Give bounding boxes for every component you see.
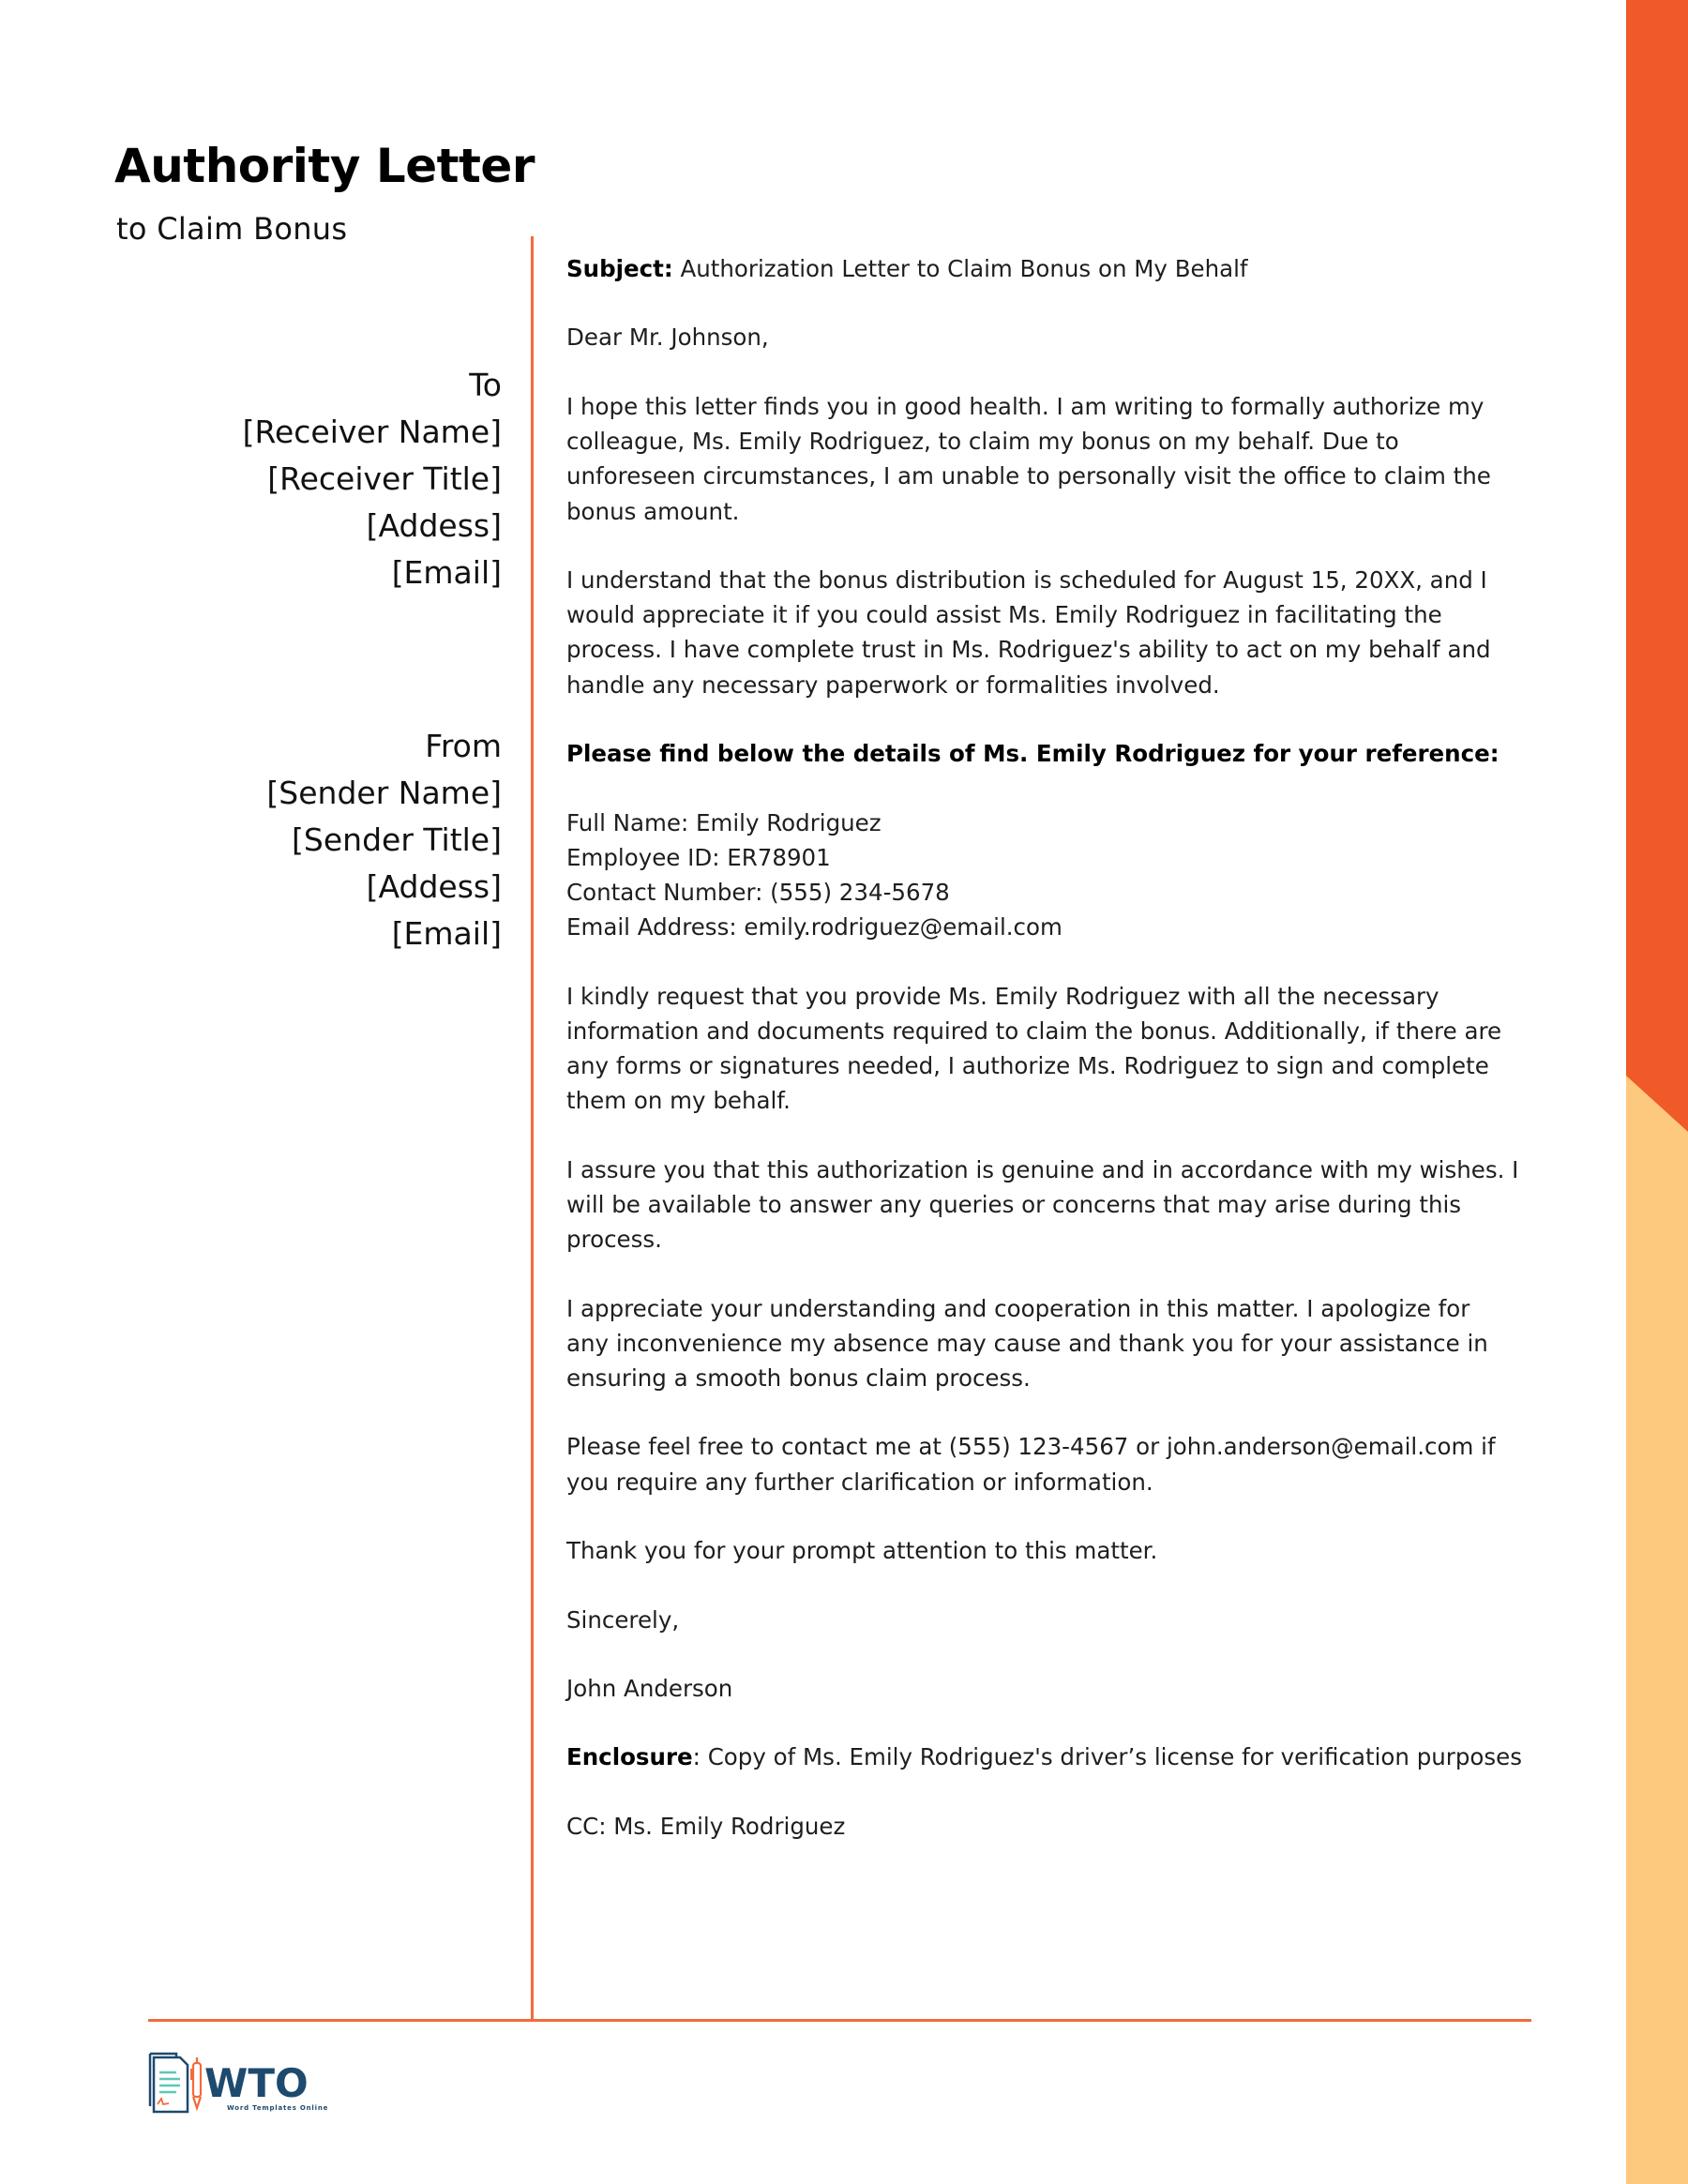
sender-email: [Email] [391, 915, 502, 952]
wto-logo [148, 2050, 336, 2119]
paragraph-line: any forms or signatures needed, I authorize Ms. Rodriguez to sign and complete [566, 1051, 1489, 1079]
paragraph-line: ensuring a smooth bonus claim process. [566, 1363, 1031, 1392]
subject-text: Authorization Letter to Claim Bonus on My Behalf [672, 255, 1248, 282]
paragraph-line: any inconvenience my absence may cause and thank you for your assistance in [566, 1329, 1488, 1357]
sender-title: [Sender Title] [292, 821, 502, 858]
paragraph-line: bonus amount. [566, 497, 740, 525]
paragraph-line: I understand that the bonus distribution is scheduled for August 15, 20XX, and I [566, 566, 1487, 595]
paragraph-line: I assure you that this authorization is genuine and in accordance with my wishes. I [566, 1155, 1519, 1183]
paragraph-schedule [566, 563, 1570, 702]
paragraph-line: colleague, Ms. Emily Rodriguez, to claim my bonus on my behalf. Due to [566, 428, 1399, 456]
paragraph-intro [566, 389, 1570, 529]
logo-tagline: Word Templates Online [227, 2104, 329, 2112]
logo-wordmark: WTO [204, 2060, 309, 2106]
salutation: Dear Mr. Johnson, [566, 324, 769, 352]
details-list [566, 806, 1570, 945]
subject-line [566, 251, 1570, 286]
letter-body [566, 251, 1570, 1844]
detail-contact-number: Contact Number: (555) 234-5678 [566, 878, 950, 906]
subject-label: Subject: [566, 255, 673, 282]
document-subtitle: to Claim Bonus [116, 211, 348, 247]
sender-block [266, 723, 502, 957]
recipient-label: To [469, 367, 502, 403]
paragraph-appreciation [566, 1291, 1570, 1396]
paragraph-assurance [566, 1152, 1570, 1258]
paragraph-line: would appreciate it if you could assist Ms. Emily Rodriguez in facilitating the [566, 601, 1442, 629]
cc-line: CC: Ms. Emily Rodriguez [566, 1812, 846, 1840]
thanks-line: Thank you for your prompt attention to this matter. [566, 1537, 1158, 1565]
detail-email-address: Email Address: emily.rodriguez@email.com [566, 913, 1063, 941]
detail-employee-id: Employee ID: ER78901 [566, 843, 831, 871]
side-accent-orange-shape [1626, 0, 1688, 1135]
paragraph-line: will be available to answer any queries or concerns that may arise during this [566, 1190, 1462, 1218]
recipient-name: [Receiver Name] [242, 414, 502, 450]
paragraph-line: I kindly request that you provide Ms. Emily Rodriguez with all the necessary [566, 982, 1439, 1010]
recipient-block [243, 362, 502, 596]
document-title: Authority Letter [114, 139, 535, 193]
enclosure-label: Enclosure [566, 1743, 693, 1771]
paragraph-line: handle any necessary paperwork or formalities involved. [566, 670, 1220, 699]
pen-icon [191, 2057, 201, 2108]
sender-label: From [425, 728, 502, 764]
closing: Sincerely, [566, 1605, 680, 1634]
paragraph-line: I hope this letter finds you in good health. I am writing to formally authorize my [566, 392, 1485, 420]
paragraph-line: information and documents required to claim the bonus. Additionally, if there are [566, 1017, 1502, 1045]
paragraph-line: I appreciate your understanding and cooperation in this matter. I apologize for [566, 1294, 1470, 1322]
paragraph-request [566, 979, 1570, 1119]
paragraph-line: unforeseen circumstances, I am unable to personally visit the office to claim the [566, 462, 1491, 490]
enclosure-text: : Copy of Ms. Emily Rodriguez's driver’s license for verification purposes [692, 1743, 1522, 1771]
recipient-address: [Addess] [366, 507, 502, 544]
sender-address: [Addess] [366, 868, 502, 905]
enclosure-line [566, 1740, 1570, 1774]
paragraph-line: process. [566, 1226, 662, 1254]
sender-name: [Sender Name] [266, 775, 502, 811]
recipient-email: [Email] [391, 554, 502, 591]
signature-name: John Anderson [566, 1675, 733, 1702]
detail-full-name: Full Name: Emily Rodriguez [566, 808, 882, 836]
paragraph-line: you require any further clarification or information. [566, 1468, 1153, 1496]
footer-divider [148, 2019, 1531, 2022]
details-heading: Please find below the details of Ms. Emily Rodriguez for your reference: [566, 740, 1500, 768]
vertical-divider [531, 236, 534, 2022]
paragraph-line: them on my behalf. [566, 1087, 791, 1115]
recipient-title: [Receiver Title] [267, 460, 502, 497]
paragraph-line: Please feel free to contact me at (555) 123-4567 or john.anderson@email.com if [566, 1433, 1496, 1461]
paragraph-line: process. I have complete trust in Ms. Rodriguez's ability to act on my behalf and [566, 636, 1491, 664]
paragraph-contact [566, 1429, 1570, 1499]
document-icon [150, 2054, 188, 2112]
